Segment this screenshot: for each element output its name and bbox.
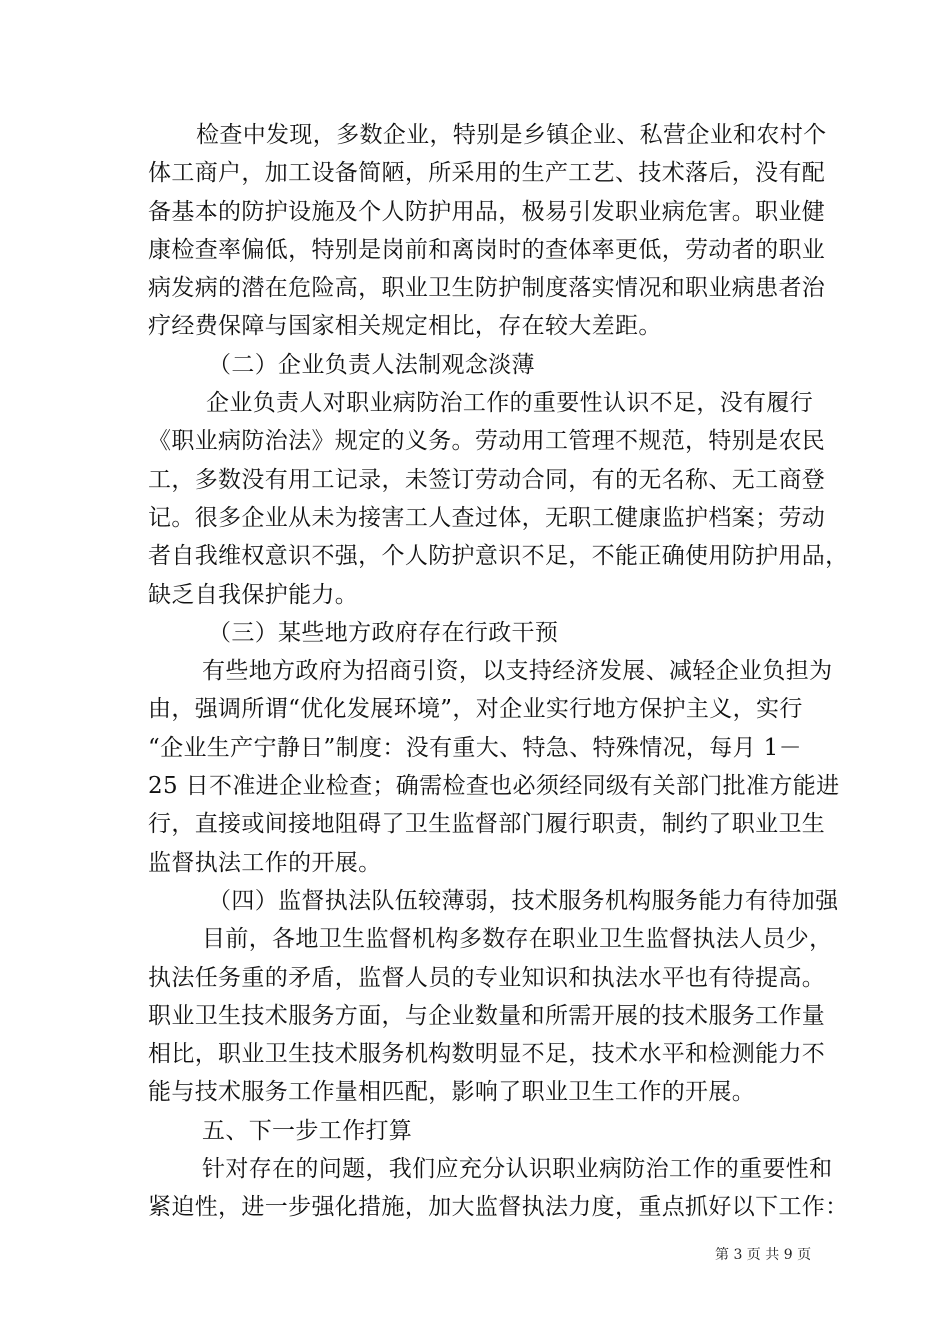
paragraph-line: 职业卫生技术服务方面，与企业数量和所需开展的技术服务工作量 xyxy=(148,1002,826,1029)
paragraph-line: 者自我维权意识不强，个人防护意识不足，不能正确使用防护用品， xyxy=(148,543,849,570)
paragraph-line: 备基本的防护设施及个人防护用品，极易引发职业病危害。职业健 xyxy=(148,198,826,225)
paragraph-line: 由，强调所谓“优化发展环境”，对企业实行地方保护主义，实行 xyxy=(148,696,803,723)
section-heading: （二）企业负责人法制观念淡薄 xyxy=(208,351,535,378)
paragraph-line: 疗经费保障与国家相关规定相比，存在较大差距。 xyxy=(148,313,662,340)
paragraph-line: 目前，各地卫生监督机构多数存在职业卫生监督执法人员少， xyxy=(202,926,833,953)
paragraph-line: 体工商户，加工设备简陋，所采用的生产工艺、技术落后，没有配 xyxy=(148,160,826,187)
document-body xyxy=(148,116,849,1227)
paragraph-line: 康检查率偏低，特别是岗前和离岗时的查体率更低，劳动者的职业 xyxy=(148,236,826,263)
paragraph-line: “企业生产宁静日”制度：没有重大、特急、特殊情况，每月 1－ xyxy=(148,734,802,761)
paragraph-line: 紧迫性，进一步强化措施，加大监督执法力度，重点抓好以下工作： xyxy=(148,1194,849,1221)
page-number: 第 3 页 共 9 页 xyxy=(715,1247,812,1263)
paragraph-line: 《职业病防治法》规定的义务。劳动用工管理不规范，特别是农民 xyxy=(148,428,826,455)
paragraph-line: 记。很多企业从未为接害工人查过体，无职工健康监护档案；劳动 xyxy=(148,504,826,531)
paragraph-line: 相比，职业卫生技术服务机构数明显不足，技术水平和检测能力不 xyxy=(148,1041,826,1068)
section-heading: （三）某些地方政府存在行政干预 xyxy=(208,619,559,646)
section-heading: 五、下一步工作打算 xyxy=(202,1117,413,1144)
paragraph-line: 缺乏自我保护能力。 xyxy=(148,581,359,608)
paragraph-line: 行，直接或间接地阻碍了卫生监督部门履行职责，制约了职业卫生 xyxy=(148,811,826,838)
paragraph-line: 25 日不准进企业检查；确需检查也必须经同级有关部门批准方能进 xyxy=(148,773,840,800)
paragraph-line: 监督执法工作的开展。 xyxy=(148,849,382,876)
paragraph-line: 能与技术服务工作量相匹配，影响了职业卫生工作的开展。 xyxy=(148,1079,756,1106)
paragraph-line: 检查中发现，多数企业，特别是乡镇企业、私营企业和农村个 xyxy=(196,122,827,148)
paragraph-line: 病发病的潜在危险高，职业卫生防护制度落实情况和职业病患者治 xyxy=(148,275,826,302)
paragraph-line: 针对存在的问题，我们应充分认识职业病防治工作的重要性和 xyxy=(202,1156,833,1183)
paragraph-line: 企业负责人对职业病防治工作的重要性认识不足，没有履行 xyxy=(206,390,814,417)
paragraph-line: 有些地方政府为招商引资，以支持经济发展、减轻企业负担为 xyxy=(202,658,833,685)
section-heading: （四）监督执法队伍较薄弱，技术服务机构服务能力有待加强 xyxy=(208,887,839,914)
paragraph-line: 工，多数没有用工记录，未签订劳动合同，有的无名称、无工商登 xyxy=(148,466,826,493)
paragraph-line: 执法任务重的矛盾，监督人员的专业知识和执法水平也有待提高。 xyxy=(148,964,826,991)
